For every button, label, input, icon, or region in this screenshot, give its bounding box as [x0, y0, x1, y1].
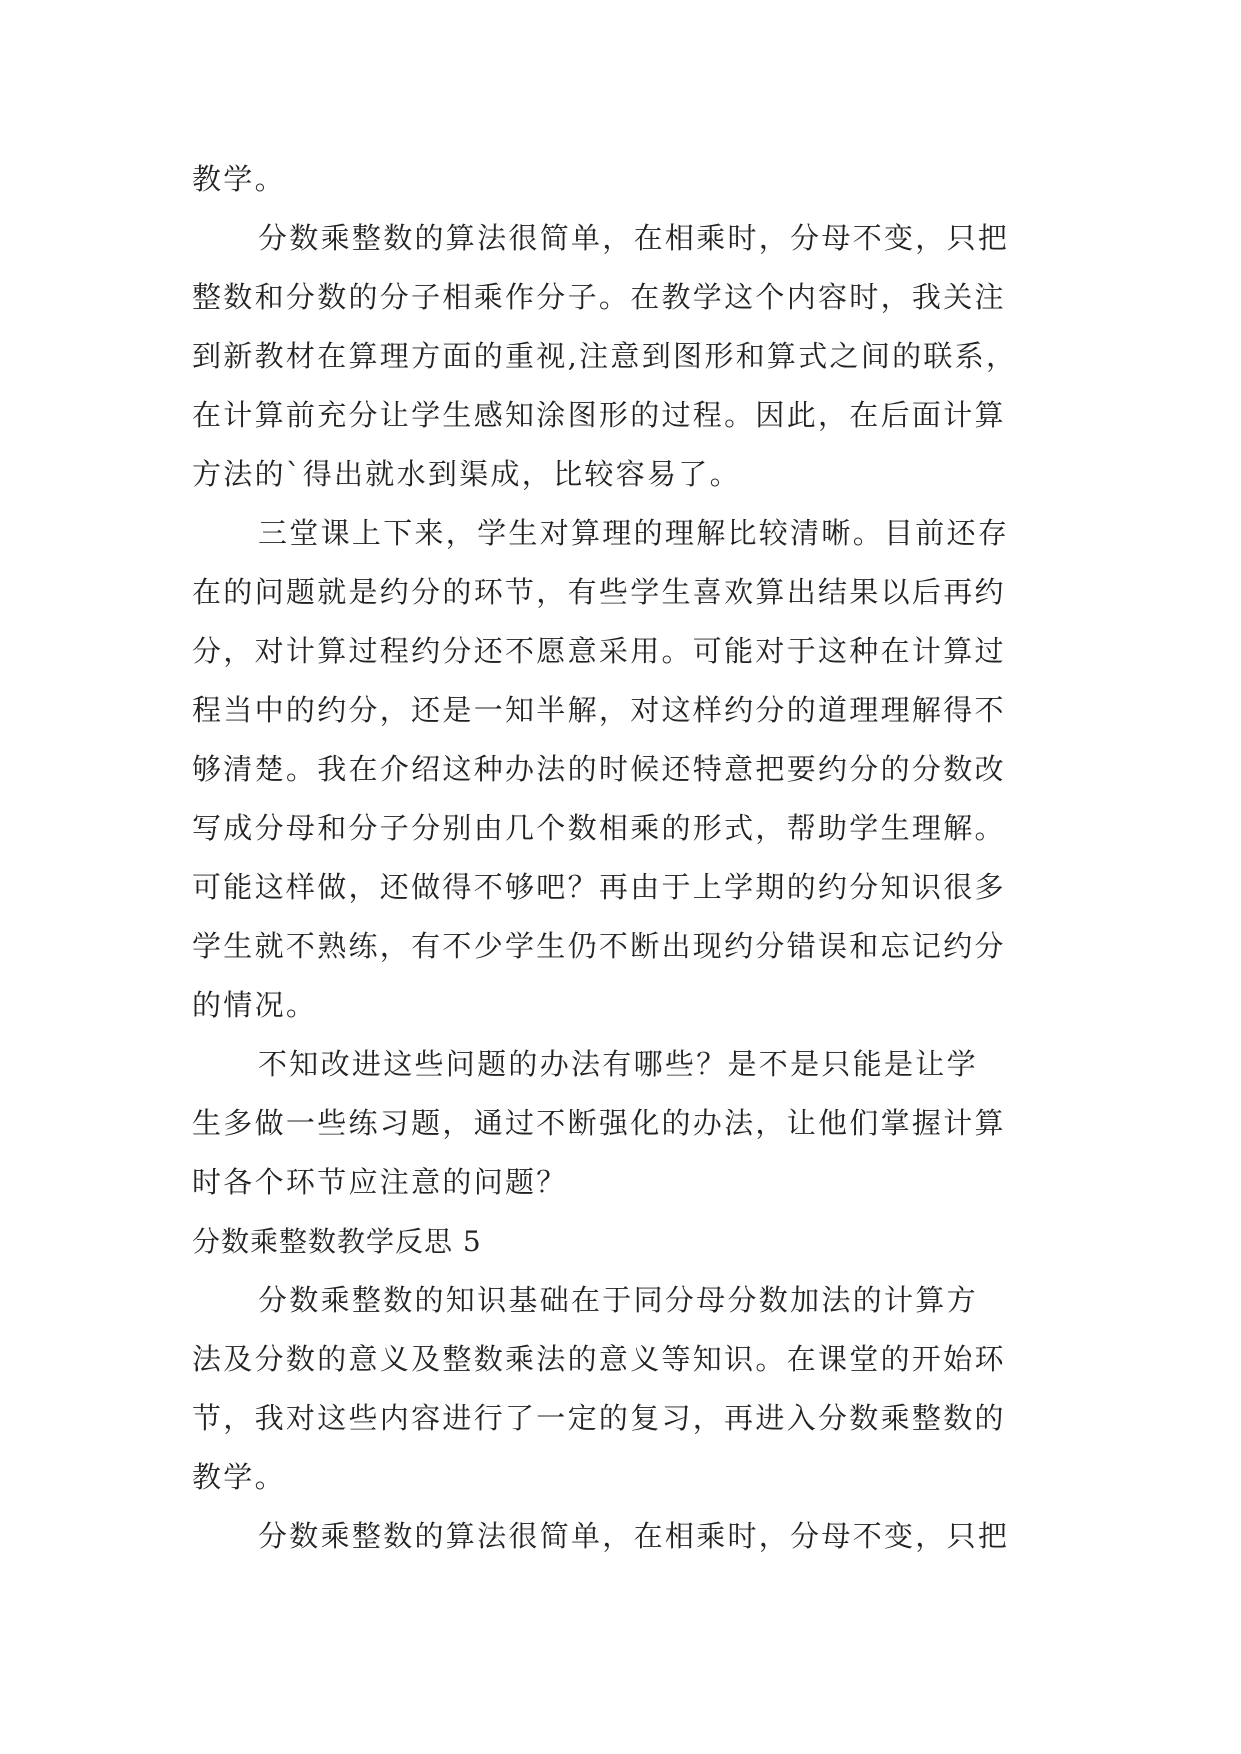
document-page	[192, 150, 1062, 1566]
text-line: 在计算前充分让学生感知涂图形的过程。因此，在后面计算	[192, 398, 1006, 432]
paragraph-first-line: 分数乘整数的知识基础在于同分母分数加法的计算方	[258, 1283, 978, 1317]
paragraph-first-line: 三堂课上下来，学生对算理的理解比较清晰。目前还存	[258, 516, 1010, 550]
text-line: 教学。	[192, 162, 286, 196]
text-line: 法及分数的意义及整数乘法的意义等知识。在课堂的开始环	[192, 1342, 1006, 1376]
text-line: 写成分母和分子分别由几个数相乘的形式，帮助学生理解。	[192, 811, 1006, 845]
paragraph-first-line: 分数乘整数的算法很简单，在相乘时，分母不变，只把	[258, 1519, 1010, 1553]
text-line: 在的问题就是约分的环节，有些学生喜欢算出结果以后再约	[192, 575, 1006, 609]
text-line: 整数和分数的分子相乘作分子。在教学这个内容时，我关注	[192, 280, 1006, 314]
text-line: 时各个环节应注意的问题？	[192, 1165, 568, 1199]
text-line: 分，对计算过程约分还不愿意采用。可能对于这种在计算过	[192, 634, 1006, 668]
paragraph-first-line: 不知改进这些问题的办法有哪些？是不是只能是让学	[258, 1047, 978, 1081]
text-line: 方法的`得出就水到渠成，比较容易了。	[192, 457, 741, 491]
text-line: 程当中的约分，还是一知半解，对这样约分的道理理解得不	[192, 693, 1006, 727]
text-line: 教学。	[192, 1460, 286, 1494]
text-line: 生多做一些练习题，通过不断强化的办法，让他们掌握计算	[192, 1106, 1006, 1140]
text-line: 的情况。	[192, 988, 318, 1022]
text-line: 节，我对这些内容进行了一定的复习，再进入分数乘整数的	[192, 1401, 1006, 1435]
text-line: 学生就不熟练，有不少学生仍不断出现约分错误和忘记约分	[192, 929, 1006, 963]
text-line: 到新教材在算理方面的重视,注意到图形和算式之间的联系，	[192, 339, 1018, 373]
text-line: 够清楚。我在介绍这种办法的时候还特意把要约分的分数改	[192, 752, 1006, 786]
section-heading: 分数乘整数教学反思 5	[192, 1225, 482, 1258]
paragraph-first-line: 分数乘整数的算法很简单，在相乘时，分母不变，只把	[258, 221, 1010, 255]
text-line: 可能这样做，还做得不够吧？再由于上学期的约分知识很多	[192, 870, 1006, 904]
